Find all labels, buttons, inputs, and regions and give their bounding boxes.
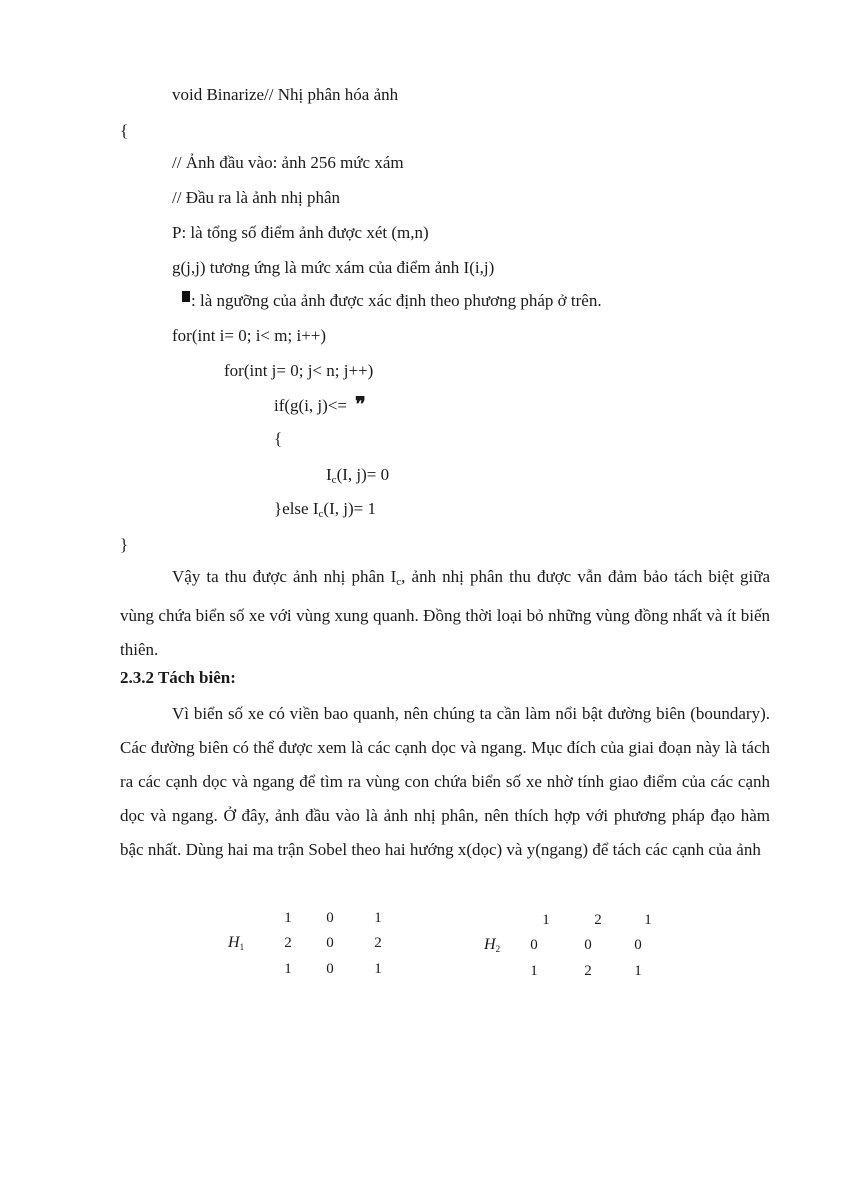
code-for-j: for(int j= 0; j< n; j++) bbox=[224, 361, 374, 380]
matrix-cell: 1 bbox=[284, 910, 292, 926]
matrix-cell: 0 bbox=[584, 937, 592, 953]
paragraph-edge-detection: Vì biển số xe có viền bao quanh, nên chúng ta cần làm nổi bật đường biên (boundary). Các đường biên có thể được xem là các cạnh dọc và ngang. Mục đích của giai đoạn này là tách ra các cạnh dọc và ngang để tìm ra vùng con chứa biển số xe nhờ tính giao điểm của các cạnh dọc và ngang. Ở đây, ảnh đầu vào là ảnh nhị phân, nên thích hợp với phương pháp đạo hàm bậc nhất. Dùng hai ma trận Sobel theo hai hướng x(dọc) và y(ngang) để tách các cạnh của ảnh bbox=[120, 704, 770, 859]
code-else-assign-one: }else $I_c(I$, j)= 1 bbox=[274, 499, 376, 520]
matrix-cell: 0 bbox=[634, 937, 642, 953]
matrix-cell: 0 bbox=[326, 961, 334, 977]
matrix-cell: 1 bbox=[542, 912, 550, 928]
matrix-cell: 2 bbox=[594, 912, 602, 928]
code-comment-output: // Đầu ra là ảnh nhị phân bbox=[172, 188, 341, 207]
matrix-cell: 1 bbox=[374, 910, 382, 926]
code-for-i: for(int i= 0; i< m; i++) bbox=[172, 326, 327, 345]
code-threshold-definition: : là ngưỡng của ảnh được xác định theo phương pháp ở trên. bbox=[182, 290, 602, 312]
paragraph-binary-result: Vậy ta thu được ảnh nhị phân $I_c$, ảnh nhị phân thu được vẫn đảm bảo tách biệt giữa vùng chứa biển số xe với vùng xung quanh. Đồng thời loại bỏ những vùng đồng nhất và ít biến thiên. bbox=[120, 567, 771, 659]
matrix-cell: 1 bbox=[644, 912, 652, 928]
code-comment-input: // Ảnh đầu vào: ảnh 256 mức xám bbox=[172, 153, 404, 172]
matrix-h2-label: $H_2$ bbox=[484, 936, 501, 954]
code-assign-zero: $I_c(I$, j)= 0 bbox=[326, 465, 390, 486]
matrix-cell: 2 bbox=[374, 935, 382, 951]
matrix-cell: 2 bbox=[584, 963, 592, 979]
section-heading: 2.3.2 Tách biên: bbox=[120, 668, 236, 687]
code-inner-open-brace: { bbox=[274, 429, 283, 448]
matrix-cell: 1 bbox=[634, 963, 642, 979]
code-close-brace: } bbox=[120, 535, 129, 554]
code-open-brace: { bbox=[120, 121, 129, 140]
matrix-cell: 0 bbox=[326, 935, 334, 951]
matrix-cell: 1 bbox=[374, 961, 382, 977]
matrix-h1-label: $H_1$ bbox=[228, 934, 245, 952]
threshold-symbol-icon: ❞ bbox=[355, 394, 366, 416]
code-if-condition: if(g(i, j)<= ❞ bbox=[274, 394, 366, 416]
code-p-definition: P: là tổng số điểm ảnh được xét (m,n) bbox=[172, 223, 429, 242]
matrix-cell: 0 bbox=[326, 910, 334, 926]
matrix-cell: 0 bbox=[530, 937, 538, 953]
code-g-definition: g(j,j) tương ứng là mức xám của điểm ảnh I(i,j) bbox=[172, 258, 495, 277]
matrix-cell: 1 bbox=[284, 961, 292, 977]
matrix-cell: 1 bbox=[530, 963, 538, 979]
matrix-cell: 2 bbox=[284, 935, 292, 951]
code-function-signature: void Binarize// Nhị phân hóa ảnh bbox=[172, 85, 399, 104]
threshold-symbol-icon bbox=[182, 291, 190, 302]
